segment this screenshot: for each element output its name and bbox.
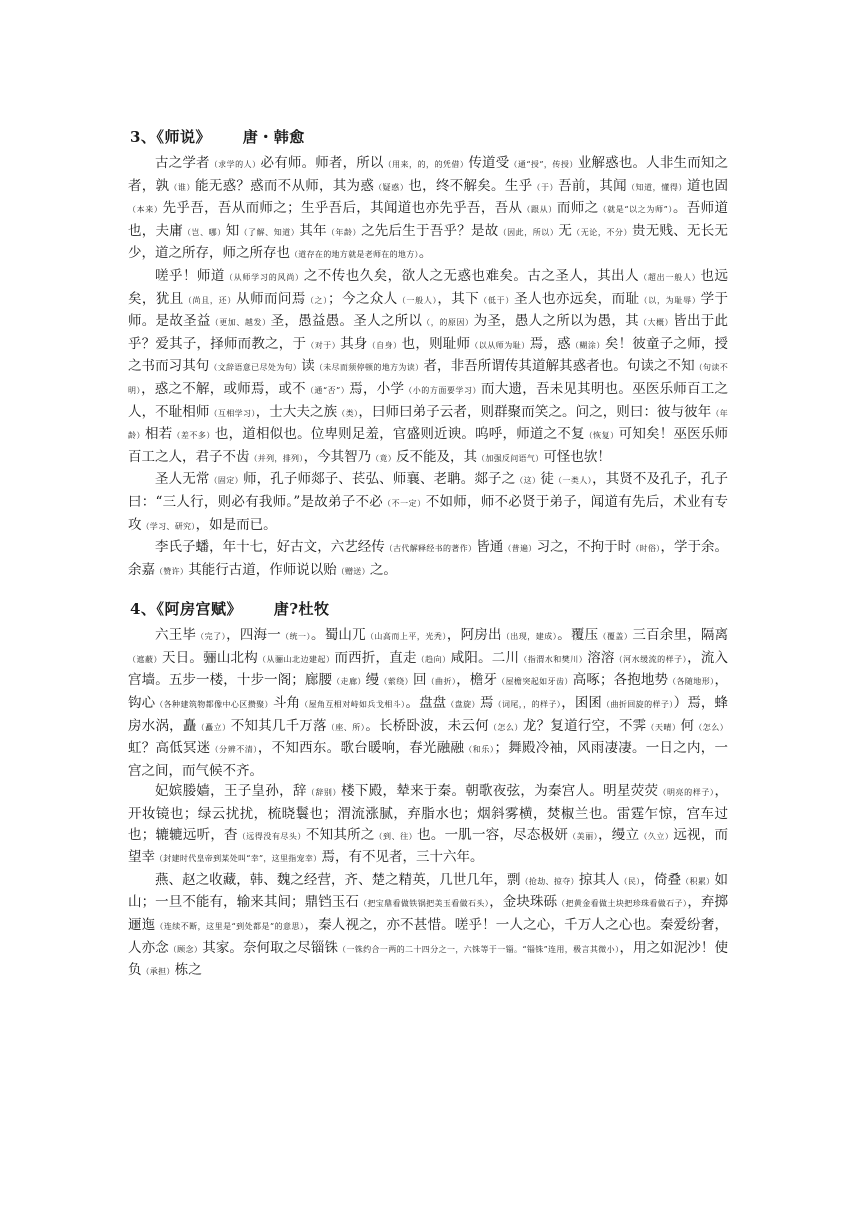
annotation: （屋角互相对峙如兵戈相斗） <box>300 700 406 710</box>
annotation: （岂、哪） <box>183 227 226 237</box>
annotation: （盘旋） <box>446 700 480 710</box>
section-author: 唐・韩愈 <box>242 128 305 146</box>
annotation: （分辨不清） <box>210 745 258 755</box>
section-heading <box>130 126 728 147</box>
section-author: 唐?杜牧 <box>273 600 330 619</box>
annotation: （差不多） <box>172 431 215 441</box>
annotation: （趋向） <box>416 654 451 664</box>
annotation: （从骊山北边建起） <box>257 654 335 664</box>
annotation: （这） <box>515 476 541 486</box>
annotation: （屋檐突起如牙齿） <box>497 677 573 687</box>
annotation: （尚且，还） <box>183 295 237 305</box>
annotation: （年龄） <box>128 408 729 441</box>
annotation: （一类人） <box>554 476 593 486</box>
paragraph: 妃嫔媵嫱，王子皇孙，辞（辞别）楼下殿，辇来于秦。朝歌夜弦，为秦宫人。明星荧荧（明亮的样子），开妆镜也；绿云扰扰，梳晓鬟也；渭流涨腻，弃脂水也；烟斜雾横，焚椒兰也。雷霆乍惊，宫车过也；辘辘远听，杳（远得没有尽头）不知其所之（到、往）也。一肌一容，尽态极妍（美丽），缦立（久立）远视，而望幸（封建时代皇帝到某处叫“幸”，这里指宠幸）焉，有不见者，三十六年。 <box>128 783 729 866</box>
annotation: （积累） <box>681 876 715 886</box>
annotation: （道存在的地方就是老师在的地方） <box>290 250 419 260</box>
annotation: （学习、研究） <box>141 521 196 531</box>
annotation: （之） <box>305 295 329 305</box>
annotation: （以从师为耻） <box>470 340 530 350</box>
annotation: （恢复） <box>584 431 619 441</box>
annotation: （于） <box>532 182 559 192</box>
annotation: （词尾，，的样子） <box>493 700 562 710</box>
annotation: （辞别） <box>306 788 342 798</box>
annotation: （萦绕） <box>379 677 414 687</box>
paragraph: 李氏子蟠，年十七，好古文，六艺经传（古代解释经书的著作）皆通（普遍）习之，不拘于时（时俗），学于余。余嘉（赞许）其能行古道，作师说以贻（赠送）之。 <box>128 539 729 578</box>
section-title: 《师说》 <box>156 128 211 146</box>
section-title: 《阿房宫赋》 <box>156 600 242 619</box>
annotation: （把黄金看做土块把珍珠看做石子） <box>557 899 688 909</box>
annotation: （抢劫、掠夺） <box>520 876 579 886</box>
annotation: （赞许） <box>155 566 189 576</box>
annotation: （封建时代皇帝到某处叫“幸”，这里指宠幸） <box>155 854 322 864</box>
annotation: （怎么） <box>694 722 729 732</box>
annotation: （年龄） <box>326 227 362 237</box>
annotation: （对于） <box>306 340 341 350</box>
annotation: （普遍） <box>503 544 537 554</box>
annotation: （小的方面要学习） <box>404 385 482 395</box>
paragraph: 燕、赵之收藏，韩、魏之经营，齐、楚之精英，几世几年，剽（抢劫、掠夺）掠其人（民），倚叠（积累）如山；一旦不能有，输来其间；鼎铛玉石（把宝鼎看做铁锅把美玉看做石头），金块珠砾（把黄金看做土块把珍珠看做石子），弃掷逦迤（连续不断，这里是“到处都是”的意思），秦人视之，亦不甚惜。嗟乎！一人之心，千万人之心也。秦爱纷奢，人亦念（顾念）其家。奈何取之尽锱铢（一铢约合一两的二十四分之一，六铢等于一锱。“锱铢”连用，极言其微小），用之如泥沙！使负（承担）栋之 <box>128 871 729 979</box>
annotation: （未尽而须停顿的地方为读） <box>314 363 424 373</box>
annotation: （天晴） <box>646 722 681 732</box>
annotation: （通“否”） <box>305 385 350 395</box>
annotation: （自身） <box>367 340 402 350</box>
annotation: （糊涂） <box>570 340 605 350</box>
annotation: （久立） <box>639 831 674 841</box>
annotation: （承担） <box>141 967 175 977</box>
annotation: （竟） <box>371 453 397 463</box>
annotation: （通“授”，传授） <box>509 160 578 169</box>
annotation: （无论，不分） <box>572 227 633 237</box>
annotation: （互相学习） <box>209 408 256 418</box>
annotation: （和乐） <box>464 745 495 755</box>
annotation: （明亮的样子） <box>658 788 715 798</box>
annotation: （求学的人） <box>209 160 261 169</box>
paragraph: 六王毕（完了），四海一（统一）。蜀山兀（山高而上平，光秃），阿房出（出现，建成）。覆压（覆盖）三百余里，隔离（遮蔽）天日。骊山北构（从骊山北边建起）而西折，直走（趋向）咸阳。二川（指渭水和樊川）溶溶（河水缓流的样子），流入宫墙。五步一楼，十步一阁；廊腰（走廊）缦（萦绕）回（曲折），檐牙（屋檐突起如牙齿）高啄；各抱地势（各随地形），钩心（各种建筑物都像中心区攒聚）斗角（屋角互相对峙如兵戈相斗）。盘盘（盘旋）焉（词尾，，的样子），囷囷（曲折回旋的样子））焉，蜂房水涡，矗（矗立）不知其几千万落（座、所）。长桥卧波，未云何（怎么）龙？复道行空，不霁（天晴）何（怎么）虹？高低冥迷（分辨不清），不知西东。歌台暖响，春光融融（和乐）；舞殿冷袖，风雨凄凄。一日之内，一宫之间，而气候不齐。 <box>128 627 729 779</box>
section-heading <box>130 598 728 619</box>
annotation: （不一定） <box>383 498 426 508</box>
annotation: （加强反问语气） <box>477 453 544 463</box>
section-number: 4、 <box>130 600 157 619</box>
annotation: （跟从） <box>522 205 557 215</box>
annotation: （一般人） <box>397 295 438 305</box>
annotation: （遮蔽） <box>128 654 163 664</box>
annotation: （因此，所以） <box>498 227 559 237</box>
annotation: （矗立） <box>196 722 231 732</box>
annotation: （并列，排列） <box>249 453 304 463</box>
section-shishuo <box>128 126 728 582</box>
annotation: （类） <box>337 408 359 418</box>
annotation: （各随地形） <box>668 677 715 687</box>
section-number: 3、 <box>130 128 157 146</box>
annotation: （句读不明） <box>128 363 728 395</box>
annotation: （本来） <box>128 205 163 215</box>
annotation: （以，为耻辱） <box>639 295 701 305</box>
paragraph: 嗟乎！师道（从师学习的风尚）之不传也久矣，欲人之无惑也难矣。古之圣人，其出人（超出一般人）也远矣，犹且（尚且，还）从师而问焉（之）；今之众人（一般人），其下（低于）圣人也亦远矣，而耻（以，为耻辱）学于师。是故圣益（更加、越发）圣，愚益愚。圣人之所以（，的原因）为圣，愚人之所以为愚，其（大概）皆出于此乎？爱其子，择师而教之，于（对于）其身（自身）也，则耻师（以从师为耻）焉，惑（糊涂）矣！彼童子之师，授之书而习其句（文辞语意已尽处为句）读（未尽而须停顿的地方为读）者，非吾所谓传其道解其惑者也。句读之不知（句读不明），惑之不解，或师焉，或不（通“否”）焉，小学（小的方面要学习）而大遗，吾未见其明也。巫医乐师百工之人，不耻相师（互相学习），士大夫之族（类），曰师曰弟子云者，则群聚而笑之。问之，则曰：彼与彼年（年龄）相若（差不多）也，道相似也。位卑则足羞，官盛则近谀。呜呼，师道之不复（恢复）可知矣！巫医乐师百工之人，君子不齿（并列，排列），今其智乃（竟）反不能及，其（加强反问语气）可怪也欤！ <box>128 267 729 465</box>
annotation: （美丽） <box>568 831 599 841</box>
annotation: （座、所） <box>326 722 366 732</box>
annotation: （统一） <box>280 632 311 642</box>
annotation: （大概） <box>638 318 674 328</box>
annotation: （谁） <box>169 182 196 192</box>
annotation: （连续不断，这里是“到处都是”的意思） <box>155 922 305 931</box>
annotation: （怎么） <box>488 722 523 732</box>
annotation: （曲折） <box>426 677 457 687</box>
annotation: （曲折回旋的样子） <box>602 700 674 710</box>
annotation: （到、往） <box>374 831 418 841</box>
annotation: （走廊） <box>332 677 366 687</box>
annotation: （各种建筑物都像中心区攒聚） <box>155 700 273 710</box>
annotation: （低于） <box>479 295 515 305</box>
section-afanggong <box>128 598 728 983</box>
annotation: （出现，建成） <box>501 632 558 642</box>
annotation: （了解、知道） <box>239 227 300 237</box>
annotation: （山高而上平，光秃） <box>365 632 447 642</box>
annotation: （赠送） <box>336 566 370 576</box>
annotation: （用来，的，的凭借） <box>383 160 469 169</box>
annotation: （远得没有尽头） <box>237 831 306 841</box>
annotation: （更加、越发） <box>210 318 271 328</box>
annotation: （就是“以之为师”） <box>598 205 673 215</box>
annotation: （指渭水和樊川） <box>519 654 588 664</box>
annotation: （把宝鼎看做铁锅把美玉看做石头） <box>358 899 490 909</box>
annotation: （疑惑） <box>374 182 409 192</box>
annotation: （完了） <box>196 632 227 642</box>
annotation: （一铢约合一两的二十四分之一，六铢等于一锱。“锱铢”连用，极言其微小） <box>338 944 620 954</box>
annotation: （超出一般人） <box>639 272 701 282</box>
annotation: （顾念） <box>168 944 203 954</box>
paragraph: 圣人无常（固定）师，孔子师郯子、苌弘、师襄、老聃。郯子之（这）徒（一类人），其贤不及孔子，孔子曰：“三人行，则必有我师。”是故弟子不必（不一定）不如师，师不必贤于弟子，闻道有先后，术业有专攻（学习、研究），如是而已。 <box>128 471 729 533</box>
annotation: （，的原因） <box>422 318 474 328</box>
annotation: （从师学习的风尚） <box>224 272 304 282</box>
annotation: （固定） <box>209 476 244 486</box>
annotation: （覆盖） <box>598 632 633 642</box>
annotation: （文辞语意已尽处为句） <box>209 363 302 373</box>
annotation: （知道，懂得） <box>626 182 687 192</box>
annotation: （古代解释经书的著作） <box>384 544 477 554</box>
document-page <box>128 126 728 983</box>
annotation: （河水缓流的样子） <box>614 654 688 664</box>
annotation: （民） <box>619 876 641 886</box>
annotation: （时俗） <box>631 544 661 554</box>
paragraph: 古之学者（求学的人）必有师。师者，所以（用来，的，的凭借）传道受（通“授”，传授）业解惑也。人非生而知之者，孰（谁）能无惑？惑而不从师，其为惑（疑惑）也，终不解矣。生乎（于）吾前，其闻（知道，懂得）道也固（本来）先乎吾，吾从而师之；生乎吾后，其闻道也亦先乎吾，吾从（跟从）而师之（就是“以之为师”）。吾师道也，夫庸（岂、哪）知（了解、知道）其年（年龄）之先后生于吾乎？是故（因此，所以）无（无论，不分）贵无贱、无长无少，道之所存，师之所存也（道存在的地方就是老师在的地方）。 <box>128 155 729 262</box>
